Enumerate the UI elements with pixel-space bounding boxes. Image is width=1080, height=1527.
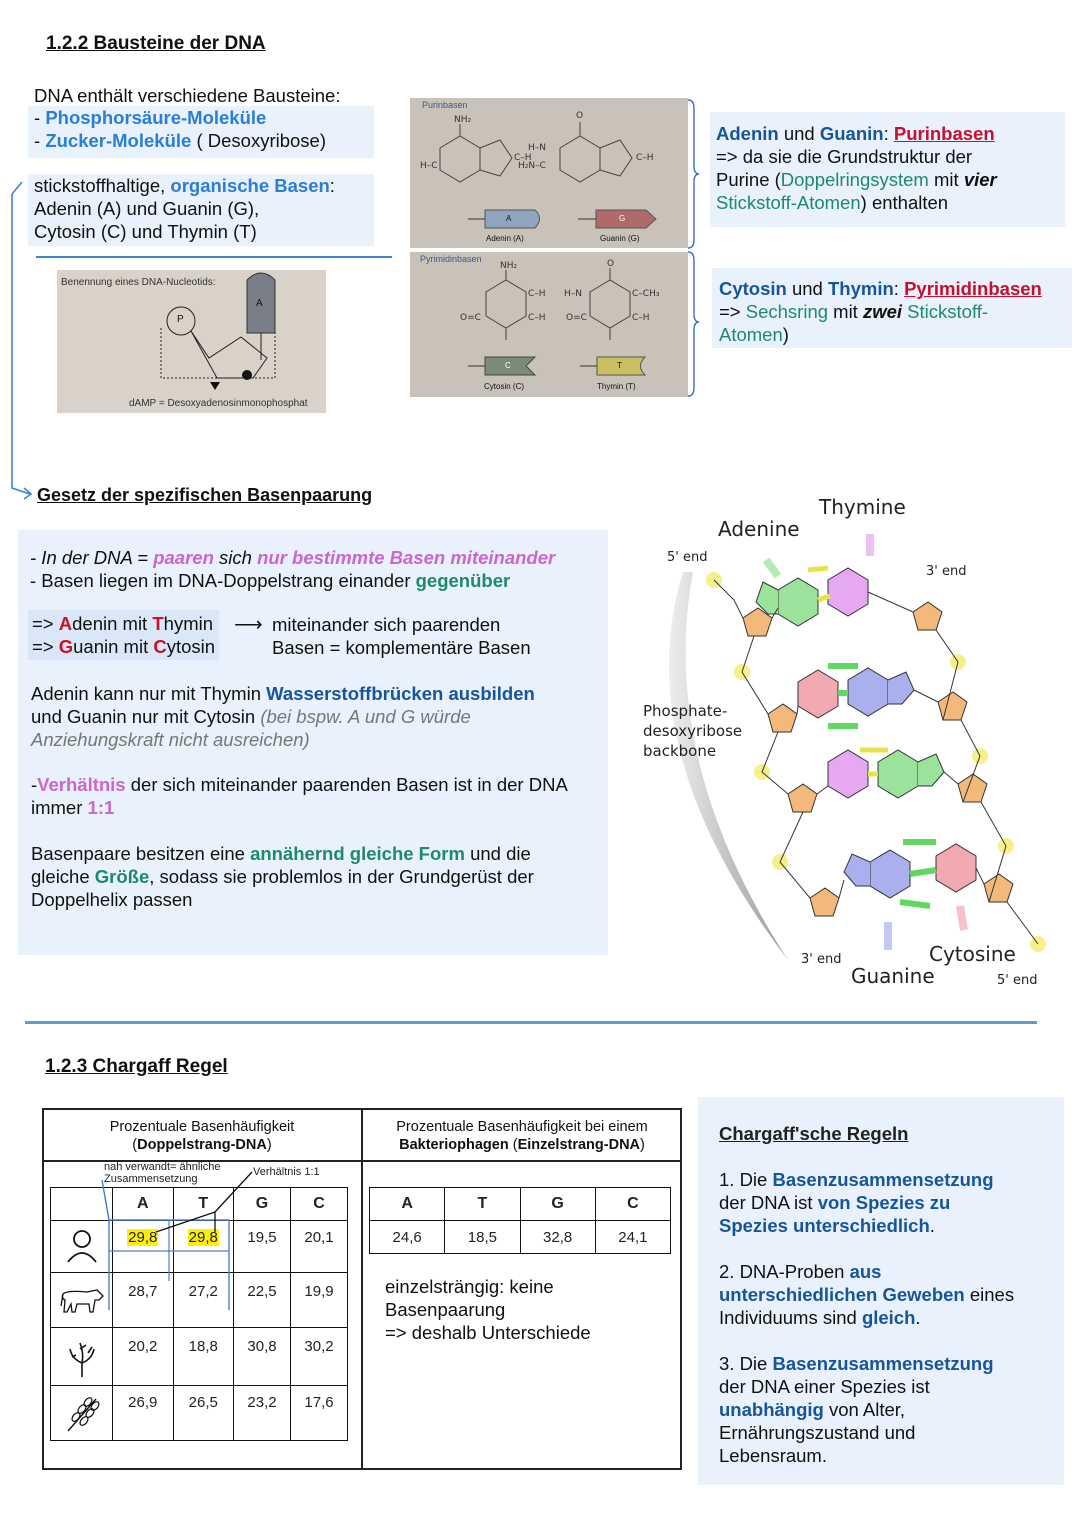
ss-value-row — [370, 1221, 671, 1254]
pairing-l2-a: - Basen liegen im DNA-Doppelstrang einander — [30, 570, 416, 591]
ss-cell-t: 18,5 — [445, 1221, 520, 1254]
cytosine-caption: Cytosin (C) — [484, 382, 525, 391]
thymine-label: Thymine — [819, 495, 906, 519]
cell-seaweed-t: 18,8 — [173, 1328, 234, 1386]
thymine-caption: Thymin (T) — [597, 382, 636, 391]
pyrimidine-note — [712, 268, 1072, 348]
r2-a: 2. DNA-Proben — [719, 1261, 850, 1282]
r1-d: von Spezies zu — [817, 1192, 951, 1213]
close-paren: ) — [782, 324, 789, 345]
single-strand-table — [369, 1187, 671, 1254]
r3-term: Basenzusammensetzung — [772, 1353, 994, 1374]
adenine-label: Adenine — [718, 517, 800, 541]
h-c: und Guanin nur mit Cytosin — [31, 706, 261, 727]
purine-structures — [410, 98, 688, 248]
cell-seaweed-a: 20,2 — [113, 1328, 174, 1386]
enthalten: ) enthalten — [860, 192, 949, 213]
sechsring-term: Sechsring — [745, 301, 829, 322]
ss-header-row — [370, 1188, 671, 1221]
base-label: A — [256, 298, 263, 309]
ss-header-line1: Prozentuale Basenhäufigkeit bei einem — [396, 1119, 648, 1135]
zwei-emphasis: zwei — [862, 301, 903, 322]
thymin-term: Thymin — [828, 278, 894, 299]
col-header-g: G — [234, 1188, 291, 1221]
h-e: Anziehungskraft nicht ausreichen) — [31, 729, 310, 750]
r2-c: unterschiedlichen Geweben — [719, 1284, 965, 1305]
svg-text:NH₂: NH₂ — [454, 115, 472, 125]
sugar-6 — [958, 774, 987, 802]
pair2-mid: uanin mit — [73, 636, 154, 657]
colon: : — [329, 175, 335, 196]
table-row — [51, 1386, 348, 1441]
svg-text:O=C: O=C — [460, 313, 481, 323]
arrow-prefix: => — [32, 636, 59, 657]
vier-emphasis: vier — [963, 169, 997, 190]
cell-human-c: 20,1 — [291, 1221, 348, 1273]
guanine-ring-mid — [848, 668, 888, 716]
sugar-term: Zucker-Moleküle — [45, 130, 192, 151]
ss-note-3: => deshalb Unterschiede — [385, 1322, 591, 1343]
building-blocks-box — [28, 106, 374, 158]
section-divider — [25, 1021, 1037, 1024]
und: und — [778, 123, 820, 144]
svg-text:C–H: C–H — [528, 313, 546, 323]
sugar-4 — [938, 692, 967, 720]
svg-text:C–H: C–H — [636, 153, 654, 163]
chargaff-rules-box — [698, 1097, 1064, 1485]
dna-pairing-diagram — [638, 490, 1078, 1000]
col-header-a: A — [113, 1188, 174, 1221]
annot-related-2: Zusammensetzung — [104, 1173, 198, 1185]
purine-label: Purinbasen — [422, 100, 468, 110]
r-d: immer — [31, 797, 88, 818]
ss-cell-c: 24,1 — [595, 1221, 670, 1254]
rule-1 — [719, 1168, 1064, 1237]
wheat-icon — [51, 1386, 113, 1441]
arrow-prefix: => — [719, 301, 746, 322]
purinbasen-term: Purinbasen — [893, 123, 995, 144]
stickstoff-term: Stickstoff- — [902, 301, 989, 322]
f-c: und die — [464, 843, 531, 864]
table-row — [51, 1328, 348, 1386]
cell-human-a: 29,8 — [128, 1229, 158, 1246]
adenin-term: Adenin — [716, 123, 779, 144]
cell-cow-t: 27,2 — [173, 1273, 234, 1328]
organic-bases-term: organische Basen — [170, 175, 330, 196]
thymine-ring — [828, 568, 868, 616]
gleiche-form-term: annähernd gleiche Form — [250, 843, 465, 864]
svg-text:H–N: H–N — [528, 143, 546, 153]
backbone-label-2: desoxyribose — [643, 722, 743, 740]
curly-braces — [686, 98, 702, 398]
r-c: der sich miteinander paarenden Basen ist in der DNA — [125, 774, 568, 795]
pairing-l1-a: - In der DNA = — [30, 547, 154, 568]
cytosine-ring-bottom — [936, 844, 976, 892]
ss-header — [363, 1118, 681, 1154]
paaren-term: paaren — [153, 547, 214, 568]
damp-caption: dAMP = Desoxyadenosinmonophosphat — [129, 398, 308, 409]
sugar-pentagon — [191, 331, 267, 378]
rule-2 — [719, 1260, 1064, 1329]
ds-header-line1: Prozentuale Basenhäufigkeit — [109, 1119, 295, 1135]
sugar-7 — [810, 888, 839, 916]
ratio-text — [31, 773, 568, 819]
complementary-text — [272, 613, 531, 659]
pairs-box — [28, 610, 219, 660]
r3-f: Ernährungszustand und — [719, 1422, 916, 1443]
ss-col-c: C — [595, 1188, 670, 1221]
paren: ( — [132, 1137, 138, 1153]
ss-col-t: T — [445, 1188, 520, 1221]
sugar-5 — [788, 784, 817, 812]
r3-a: 3. Die — [719, 1353, 773, 1374]
backbone-label-3: backbone — [643, 742, 717, 760]
r2-d: eines — [964, 1284, 1015, 1305]
svg-text:C–H: C–H — [528, 289, 546, 299]
pair1-mid: denin mit — [72, 613, 153, 634]
r2-f: gleich — [861, 1307, 916, 1328]
arrow-prefix: => — [32, 613, 59, 634]
ds-header-bold: Doppelstrang-DNA — [137, 1137, 267, 1153]
cytosine-ring-mid — [798, 670, 838, 718]
purine-note-line2: => da sie die Grundstruktur der — [716, 146, 973, 167]
ss-note-1: einzelsträngig: keine — [385, 1276, 554, 1297]
hydrogen-bond-text — [31, 682, 535, 751]
pairing-line2 — [30, 569, 510, 592]
section-title-chargaff: 1.2.3 Chargaff Regel — [45, 1056, 228, 1077]
ds-header — [44, 1118, 360, 1154]
ratio-value: 1:1 — [87, 797, 115, 818]
cell-wheat-g: 23,2 — [234, 1386, 291, 1441]
comp-line1: miteinander sich paarenden — [272, 614, 501, 635]
bases-line2: Adenin (A) und Guanin (G), — [34, 198, 260, 219]
pyrimidinbasen-term: Pyrimidinbasen — [904, 278, 1042, 299]
nucleotide-figure — [57, 270, 326, 413]
ss-col-g: G — [520, 1188, 595, 1221]
letter-c: C — [153, 636, 167, 657]
cell-seaweed-c: 30,2 — [291, 1328, 348, 1386]
bullet: - — [34, 130, 46, 151]
pyrimidine-structures — [410, 252, 688, 397]
guanin-term: Guanin — [819, 123, 884, 144]
thymine-symbol: T — [617, 361, 622, 370]
pairing-line1 — [30, 546, 555, 569]
r1-term: Basenzusammensetzung — [772, 1169, 994, 1190]
svg-text:H–N: H–N — [564, 289, 582, 299]
annotation-ratio: Verhältnis 1:1 — [253, 1166, 320, 1178]
letter-t: T — [152, 613, 164, 634]
sugar-3 — [768, 704, 797, 732]
r3-e: von Alter, — [823, 1399, 906, 1420]
groesse-term: Größe — [94, 866, 150, 887]
svg-text:H–C: H–C — [420, 161, 438, 171]
svg-text:O: O — [576, 111, 584, 121]
adenine-ring-low — [878, 750, 918, 798]
svg-text:NH₂: NH₂ — [500, 261, 518, 271]
arrow-right-icon: ⟶ — [234, 614, 263, 636]
period: . — [929, 1215, 935, 1236]
atomen-term: Atomen — [719, 324, 783, 345]
paren: ) — [266, 1137, 272, 1153]
backbone-label-1: Phosphate- — [643, 702, 728, 720]
intro-text: DNA enthält verschiedene Bausteine: — [34, 85, 341, 106]
bakteriophagen-term: Bakteriophagen — [399, 1137, 509, 1153]
bullet: - — [34, 107, 46, 128]
adenine-symbol: A — [506, 214, 512, 223]
adenine-caption: Adenin (A) — [486, 234, 524, 243]
r1-e: Spezies unterschiedlich — [719, 1215, 930, 1236]
section-title-bausteine: 1.2.2 Bausteine der DNA — [46, 33, 266, 54]
colon: : — [883, 123, 894, 144]
cell-cow-a: 28,7 — [113, 1273, 174, 1328]
verhaeltnis-term: Verhältnis — [37, 774, 126, 795]
single-strand-note — [385, 1275, 591, 1344]
r2-b: aus — [849, 1261, 882, 1282]
cell-human-g: 19,5 — [234, 1221, 291, 1273]
svg-text:C–CH₃: C–CH₃ — [632, 289, 660, 299]
pair1-end: hymin — [163, 613, 214, 634]
bestimmte-basen-term: nur bestimmte Basen miteinander — [257, 547, 556, 568]
phosphoric-acid-term: Phosphorsäure-Moleküle — [45, 107, 267, 128]
einzelstrang-term: Einzelstrang-DNA — [517, 1137, 641, 1153]
bases-line3: Cytosin (C) und Thymin (T) — [34, 221, 257, 242]
section-title-basenpaarung: Gesetz der spezifischen Basenpaarung — [37, 485, 373, 505]
letter-a: A — [58, 613, 73, 634]
f-a: Basenpaare besitzen eine — [31, 843, 251, 864]
colon: : — [893, 278, 905, 299]
svg-text:H₂N–C: H₂N–C — [518, 161, 546, 171]
five-prime-end-bottom: 5' end — [997, 973, 1038, 988]
five-prime-end-top: 5' end — [667, 550, 708, 565]
rule-3 — [719, 1352, 1064, 1467]
guanine-symbol: G — [619, 214, 626, 223]
cytosine-symbol: C — [505, 361, 511, 370]
r-a: - — [31, 774, 38, 795]
cell-cow-g: 22,5 — [234, 1273, 291, 1328]
doppelring-term: Doppelringsystem — [780, 169, 929, 190]
frame-divider-vertical — [361, 1108, 363, 1470]
comp-line2: Basen = komplementäre Basen — [272, 637, 531, 658]
ss-cell-g: 32,8 — [520, 1221, 595, 1254]
backbone-arc — [669, 572, 788, 960]
gegenueber-term: gegenüber — [415, 570, 511, 591]
three-prime-end-top: 3' end — [926, 564, 967, 579]
ss-cell-a: 24,6 — [370, 1221, 445, 1254]
mit: mit — [828, 301, 863, 322]
guanine-caption: Guanin (G) — [600, 234, 640, 243]
svg-text:C–H: C–H — [632, 313, 650, 323]
h-d: (bei bspw. A und G würde — [260, 706, 471, 727]
divider-line — [36, 256, 392, 258]
r2-e: Individuums sind — [719, 1307, 862, 1328]
paren: ) — [640, 1137, 645, 1153]
cell-wheat-a: 26,9 — [113, 1386, 174, 1441]
svg-text:C–H: C–H — [514, 153, 532, 163]
pyrimidine-figure — [410, 252, 688, 397]
bases-line1-pre: stickstoffhaltige, — [34, 175, 171, 196]
f-f: , sodass sie problemlos in der Grundgerüst der — [149, 866, 534, 887]
desoxyribose-note: ( Desoxyribose) — [191, 130, 326, 151]
svg-text:O=C: O=C — [566, 313, 587, 323]
f-d: gleiche — [31, 866, 95, 887]
shape-text — [31, 842, 534, 911]
nucleotide-caption: Benennung eines DNA-Nucleotids: — [61, 277, 216, 288]
cell-wheat-t: 26,5 — [173, 1386, 234, 1441]
thymine-ring-low — [828, 750, 868, 798]
cell-human-t: 29,8 — [188, 1229, 218, 1246]
annot-related-1: nah verwandt= ähnliche — [104, 1161, 221, 1173]
purine-note — [710, 112, 1065, 227]
ss-col-a: A — [370, 1188, 445, 1221]
nucleotide-diagram — [57, 270, 326, 413]
guanine-label: Guanine — [851, 964, 935, 988]
guanine-ring-bottom — [870, 850, 910, 898]
annotation-lines — [40, 1170, 360, 1310]
three-prime-end-bottom: 3' end — [801, 952, 842, 967]
r3-c: der DNA einer Spezies ist — [719, 1376, 930, 1397]
f-g: Doppelhelix passen — [31, 889, 193, 910]
cytosin-term: Cytosin — [719, 278, 787, 299]
mit: mit — [928, 169, 964, 190]
letter-g: G — [58, 636, 74, 657]
h-a: Adenin kann nur mit Thymin — [31, 683, 267, 704]
cell-seaweed-g: 30,8 — [234, 1328, 291, 1386]
cytosine-label: Cytosine — [929, 942, 1016, 966]
sugar-8 — [984, 874, 1013, 902]
und: und — [786, 278, 828, 299]
stickstoff-term: Stickstoff-Atomen — [716, 192, 861, 213]
purine-pre: Purine ( — [716, 169, 781, 190]
connector-bracket-arrow — [0, 170, 60, 500]
r3-d: unabhängig — [719, 1399, 824, 1420]
sich: sich — [213, 547, 258, 568]
rules-title: Chargaff'sche Regeln — [719, 1123, 909, 1144]
backbone-label — [643, 701, 742, 761]
adenine-ring — [778, 578, 818, 626]
pyrimidine-label: Pyrimidinbasen — [420, 254, 482, 264]
seaweed-icon — [51, 1328, 113, 1386]
bases-box — [28, 174, 374, 246]
cell-wheat-c: 17,6 — [291, 1386, 348, 1441]
r1-a: 1. Die — [719, 1169, 773, 1190]
sugar-2 — [913, 602, 942, 630]
phosphate-label: P — [177, 314, 184, 325]
r3-g: Lebensraum. — [719, 1445, 827, 1466]
cell-cow-c: 19,9 — [291, 1273, 348, 1328]
paren: ( — [508, 1137, 518, 1153]
purine-figure — [410, 98, 688, 248]
r1-c: der DNA ist — [719, 1192, 818, 1213]
period: . — [915, 1307, 921, 1328]
col-header-c: C — [291, 1188, 348, 1221]
pair2-end: ytosin — [166, 636, 216, 657]
col-header-t: T — [173, 1188, 234, 1221]
wasserstoff-term: Wasserstoffbrücken ausbilden — [266, 683, 535, 704]
ss-note-2: Basenpaarung — [385, 1299, 506, 1320]
svg-text:O: O — [607, 259, 615, 269]
